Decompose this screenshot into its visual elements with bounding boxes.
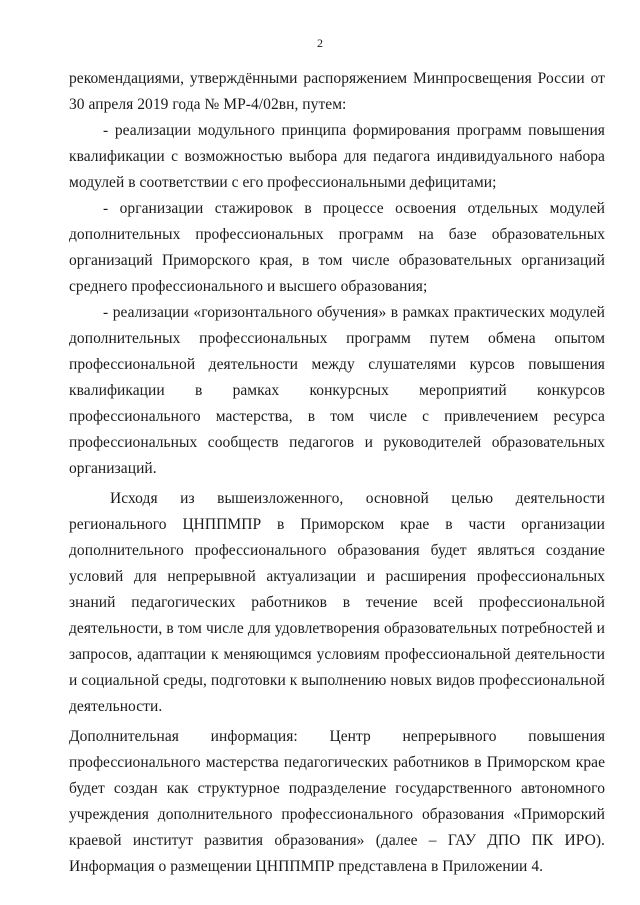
paragraph-additional-info: Дополнительная информация: Центр непрерывного повышения профессионального мастерства педагогических работников в Приморском крае будет создан как структурное подразделение государственного автономного учреждения дополнительного профессионального образования «Приморский краевой институт развития образования» (далее – ГАУ ДПО ПК ИРО). Информация о размещении ЦНППМПР представлена в Приложении 4.	[69, 728, 605, 875]
page-number: 2	[317, 36, 323, 50]
list-item-horizontal-learning: - реализации «горизонтального обучения» в рамках практических модулей дополнительных профессиональных программ путем обмена опытом профессиональной деятельности между слушателями курсов повышения квалификации в рамках конкурсных мероприятий конкурсов профессионального мастерства, в том числе с привлечением ресурса профессиональных сообществ педагогов и руководителей образовательных организаций.	[69, 304, 605, 477]
paragraph-main-goal: Исходя из вышеизложенного, основной целью деятельности регионального ЦНППМПР в Приморском крае в части организации дополнительного профессионального образования будет являться создание условий для непрерывной актуализации и расширения профессиональных знаний педагогических работников в течение всей профессиональной деятельности, в том числе для удовлетворения образовательных потребностей и запросов, адаптации к меняющимся условиям профессиональной деятельности и социальной среды, подготовки к выполнению новых видов профессиональной деятельности.	[69, 490, 605, 715]
list-item-internships: - организации стажировок в процессе освоения отдельных модулей дополнительных профессиональных программ на базе образовательных организаций Приморского края, в том числе образовательных организаций среднего профессионального и высшего образования;	[69, 200, 605, 295]
paragraph-recommendations: рекомендациями, утверждёнными распоряжением Минпросвещения России от 30 апреля 2019 года № МР-4/02вн, путем:	[69, 70, 605, 113]
document-body	[69, 66, 605, 880]
list-item-modular-principle: - реализации модульного принципа формирования программ повышения квалификации с возможностью выбора для педагога индивидуального набора модулей в соответствии с его профессиональными дефицитами;	[69, 122, 605, 191]
